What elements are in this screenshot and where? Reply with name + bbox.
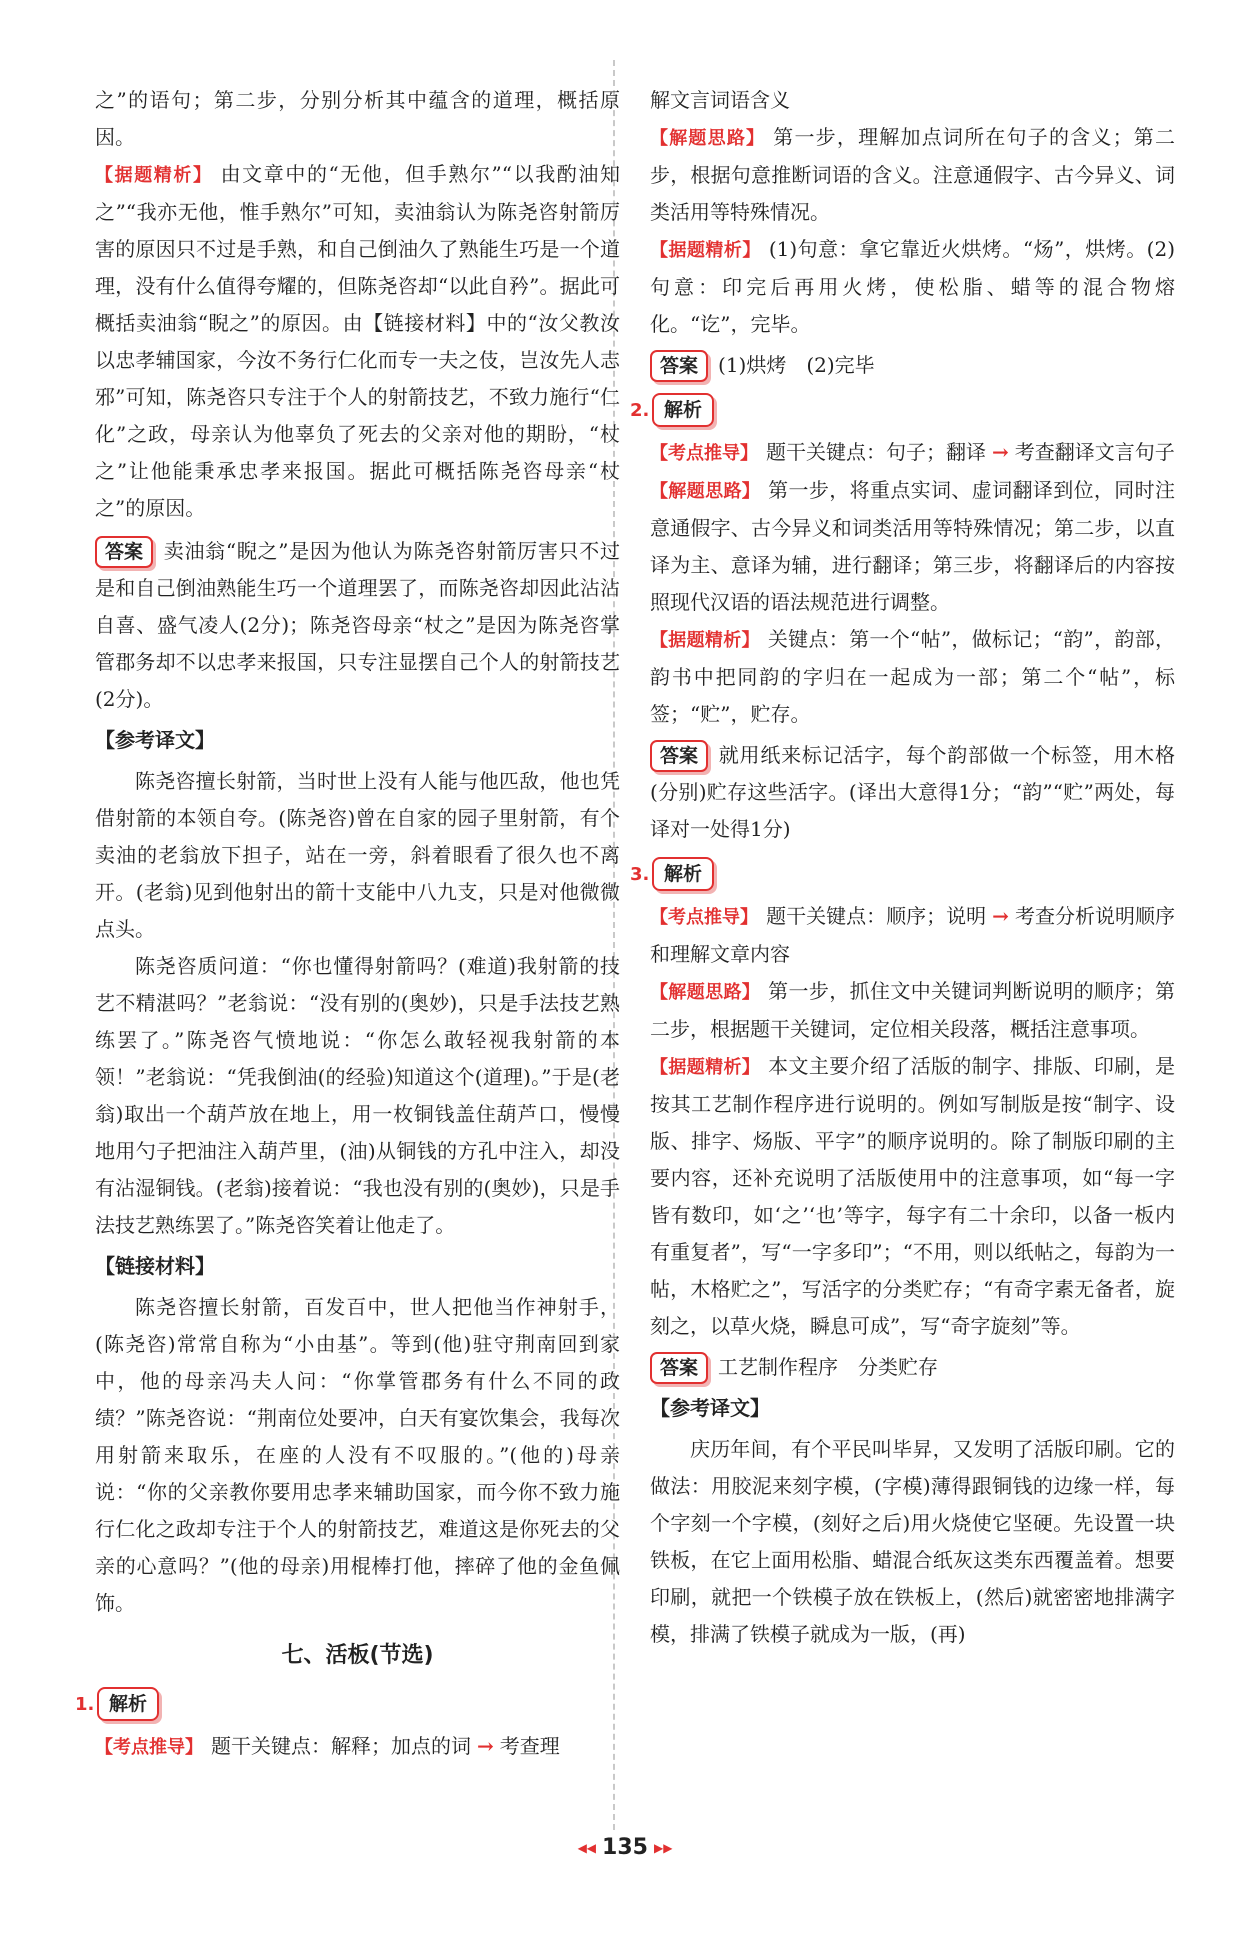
paragraph-text: 第一步，将重点实词、虚词翻译到位，同时注意通假字、古今异义和词类活用等特殊情况；第二步，以直译为主、意译为辅，进行翻译；第三步，将翻译后的内容按照现代汉语的语法规范进行调整。 xyxy=(650,478,1176,614)
section-title: 【参考译文】 xyxy=(95,728,215,752)
right-triangle-icon: ▶▶ xyxy=(653,1841,673,1855)
paragraph xyxy=(650,898,1175,973)
answer-badge: 答案 xyxy=(650,1352,708,1384)
right-column xyxy=(630,82,1176,1653)
left-column xyxy=(75,82,620,1766)
analysis-badge: 解析 xyxy=(652,857,714,891)
answer-badge: 答案 xyxy=(650,350,708,382)
section-title: 【参考译文】 xyxy=(650,1396,770,1420)
paragraph-text: 考查翻译文言句子 xyxy=(1014,440,1175,464)
question-number: 3. xyxy=(630,863,650,885)
paragraph xyxy=(650,1048,1175,1345)
answer-text: 就用纸来标记活字，每个韵部做一个标签，用木格(分别)贮存这些活字。(译出大意得1分；“韵”“贮”两处，每译对一处得1分) xyxy=(650,743,1175,841)
answer-paragraph xyxy=(650,347,1175,384)
paragraph-text: 由文章中的“无他，但手熟尔”“以我酌油知之”“我亦无他，惟手熟尔”可知，卖油翁认为陈尧咨射箭厉害的原因只不过是手熟，和自己倒油久了熟能生巧是一个道理，没有什么值得夸耀的，但陈尧咨却“以此自矜”。据此可概括卖油翁“睨之”的原因。由【链接材料】中的“汝父教汝以忠孝辅国家，今汝不务行仁化而专一夫之伎，岂汝先人志邪”可知，陈尧咨只专注于个人的射箭技艺，不致力施行“仁化”之政，母亲认为他辜负了死去的父亲对他的期盼，“杖之”让他能秉承忠孝来报国。据此可概括陈尧咨母亲“杖之”的原因。 xyxy=(95,162,620,520)
answer-text: (1)烘烤 (2)完毕 xyxy=(718,353,875,377)
paragraph-text: 本文主要介绍了活版的制字、排版、印刷，是按其工艺制作程序进行说明的。例如写制版是按“制字、设版、排字、炀版、平字”的顺序说明的。除了制版印刷的主要内容，还补充说明了活版使用中的注意事项，如“每一字皆有数印，如‘之’‘也’等字，每字有二十余印，以备一板内有重复者”，写“一字多印”；“不用，则以纸帖之，每韵为一帖，木格贮之”，写活字的分类贮存；“有奇字素无备者，旋刻之，以草火烧，瞬息可成”，写“奇字旋刻”等。 xyxy=(650,1054,1176,1338)
answer-badge: 答案 xyxy=(650,740,708,772)
paragraph xyxy=(650,119,1175,231)
paragraph: 陈尧咨擅长射箭，当时世上没有人能与他匹敌，他也凭借射箭的本领自夸。(陈尧咨)曾在自家的园子里射箭，有个卖油的老翁放下担子，站在一旁，斜着眼看了很久也不离开。(老翁)见到他射出的箭十支能中八九支，只是对他微微点头。 xyxy=(95,769,620,941)
label-tag: 【据题精析】 xyxy=(95,165,213,186)
label-tag: 【据题精析】 xyxy=(650,630,760,651)
page-number-bar xyxy=(0,1835,1250,1860)
paragraph-text: 第一步，理解加点词所在句子的含义；第二步，根据句意推断词语的含义。注意通假字、古今异义、词类活用等特殊情况。 xyxy=(650,125,1175,224)
paragraph: 之”的语句；第二步，分别分析其中蕴含的道理，概括原因。 xyxy=(95,88,620,149)
answer-paragraph xyxy=(650,1349,1175,1386)
question-number: 1. xyxy=(75,1693,95,1715)
paragraph: 庆历年间，有个平民叫毕昇，又发明了活版印刷。它的做法：用胶泥来刻字模，(字模)薄得跟铜钱的边缘一样，每个字刻一个字模，(刻好之后)用火烧使它坚硬。先设置一块铁板，在它上面用松脂、蜡混合纸灰这类东西覆盖着。想要印刷，就把一个铁模子放在铁板上，(然后)就密密地排满字模，排满了铁模子就成为一版，(再) xyxy=(650,1437,1175,1646)
analysis-badge: 解析 xyxy=(97,1687,159,1721)
label-tag: 【解题思路】 xyxy=(650,128,766,149)
paragraph xyxy=(650,472,1175,621)
paragraph: 陈尧咨质问道：“你也懂得射箭吗？(难道)我射箭的技艺不精湛吗？”老翁说：“没有别的(奥妙)，只是手法技艺熟练罢了。”陈尧咨气愤地说：“你怎么敢轻视我射箭的本领！”老翁说：“凭我倒油(的经验)知道这个(道理)。”于是(老翁)取出一个葫芦放在地上，用一枚铜钱盖住葫芦口，慢慢地用勺子把油注入葫芦里，(油)从铜钱的方孔中注入，却没有沾湿铜钱。(老翁)接着说：“我也没有别的(奥妙)，只是手法技艺熟练罢了。”陈尧咨笑着让他走了。 xyxy=(95,954,620,1237)
paragraph-text: 考查分析说明顺序和理解文章内容 xyxy=(650,904,1176,966)
paragraph-text: 题干关键点：解释；加点的词 xyxy=(211,1734,471,1758)
section-title: 【链接材料】 xyxy=(95,1254,215,1278)
arrow-icon: → xyxy=(477,1734,494,1758)
question-header xyxy=(75,1684,620,1724)
paragraph xyxy=(650,973,1175,1048)
paragraph: 陈尧咨擅长射箭，百发百中，世人把他当作神射手，(陈尧咨)常常自称为“小由基”。等到(他)驻守荆南回到家中，他的母亲冯夫人问：“你掌管郡务有什么不同的政绩？”陈尧咨说：“荆南位处要冲，白天有宴饮集会，我每次用射箭来取乐，在座的人没有不叹服的。”(他的)母亲说：“你的父亲教你要用忠孝来辅助国家，而今你不致力施行仁化之政却专注于个人的射箭技艺，难道这是你死去的父亲的心意吗？”(他的母亲)用棍棒打他，摔碎了他的金鱼佩饰。 xyxy=(95,1295,620,1615)
label-tag: 【考点推导】 xyxy=(650,443,758,464)
label-tag: 【据题精析】 xyxy=(650,1057,761,1078)
question-header xyxy=(630,854,1175,894)
label-tag: 【据题精析】 xyxy=(650,240,761,261)
left-triangle-icon: ◀◀ xyxy=(577,1841,597,1855)
chapter-title: 七、活板(节选) xyxy=(281,1643,434,1668)
arrow-icon: → xyxy=(992,440,1009,464)
analysis-badge: 解析 xyxy=(652,393,714,427)
paragraph-text: (1)句意：拿它靠近火烘烤。“炀”，烘烤。(2)句意：印完后再用火烤，使松脂、蜡等的混合物熔化。“讫”，完毕。 xyxy=(650,237,1176,336)
paragraph-text: 第一步，抓住文中关键词判断说明的顺序；第二步，根据题干关键词，定位相关段落，概括注意事项。 xyxy=(650,979,1176,1041)
answer-text: 卖油翁“睨之”是因为他认为陈尧咨射箭厉害只不过是和自己倒油熟能生巧一个道理罢了，而陈尧咨却因此沾沾自喜、盛气凌人(2分)；陈尧咨母亲“杖之”是因为陈尧咨掌管郡务却不以忠孝来报国，只专注显摆自己个人的射箭技艺(2分)。 xyxy=(95,539,620,711)
question-number: 2. xyxy=(630,399,650,421)
paragraph: 解文言词语含义 xyxy=(650,88,790,112)
page-number: 135 xyxy=(602,1835,648,1860)
paragraph xyxy=(95,1728,620,1766)
paragraph-text: 题干关键点：句子；翻译 xyxy=(766,440,986,464)
label-tag: 【解题思路】 xyxy=(650,982,761,1003)
question-header xyxy=(630,390,1175,430)
answer-paragraph xyxy=(95,533,620,718)
label-tag: 【解题思路】 xyxy=(650,481,761,502)
answer-paragraph xyxy=(650,737,1175,848)
paragraph-text: 题干关键点：顺序；说明 xyxy=(766,904,987,928)
paragraph-text: 考查理 xyxy=(499,1734,560,1758)
label-tag: 【考点推导】 xyxy=(95,1737,203,1758)
arrow-icon: → xyxy=(992,904,1009,928)
answer-badge: 答案 xyxy=(95,536,153,568)
paragraph xyxy=(650,621,1175,733)
analysis-paragraph xyxy=(95,156,620,527)
paragraph-text: 关键点：第一个“帖”，做标记；“韵”，韵部，韵书中把同韵的字归在一起成为一部；第二个“帖”，标签；“贮”，贮存。 xyxy=(650,627,1175,726)
paragraph xyxy=(650,231,1175,343)
paragraph xyxy=(650,434,1175,472)
answer-text: 工艺制作程序 分类贮存 xyxy=(718,1355,939,1379)
label-tag: 【考点推导】 xyxy=(650,907,759,928)
